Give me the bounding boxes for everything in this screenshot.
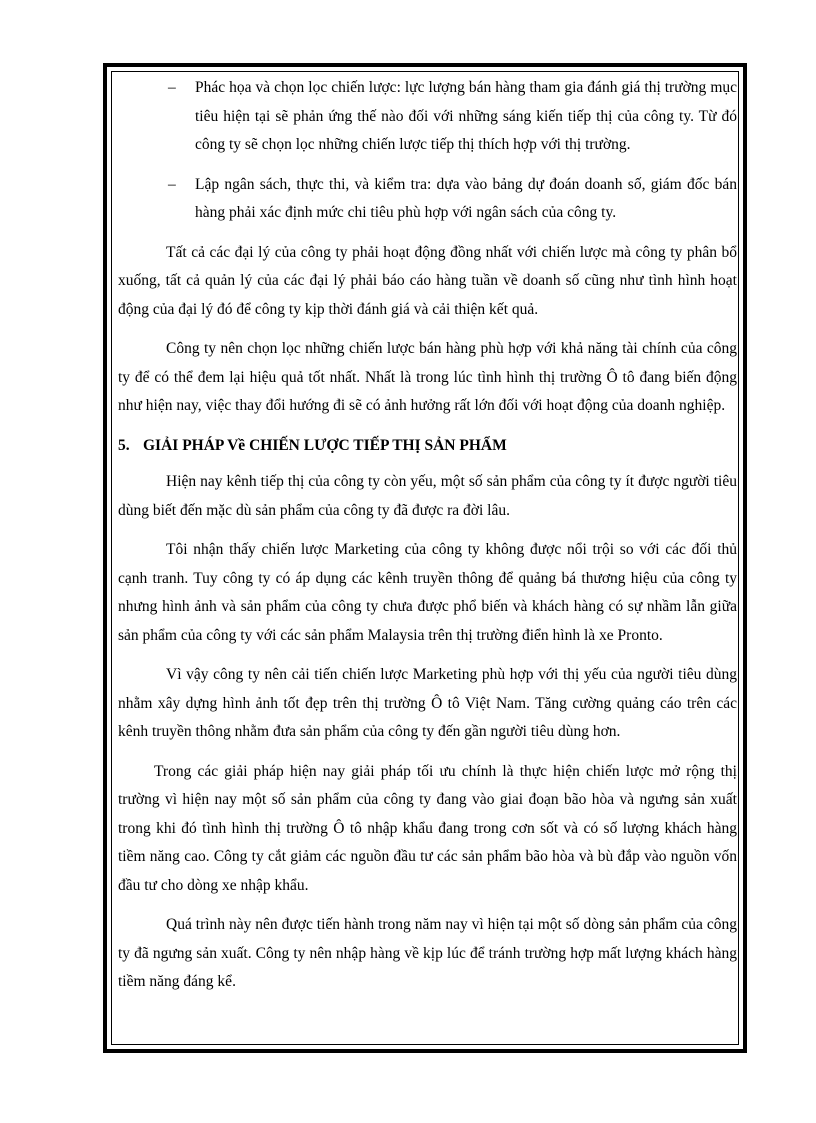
paragraph: Tôi nhận thấy chiến lược Marketing của công ty không được nổi trội so với các đối thủ cạnh tranh. Tuy công ty có áp dụng các kênh truyền thông để quảng bá thương hiệu của công ty nhưng hình ảnh và sản phẩm của công ty chưa được phổ biến và khách hàng có sự nhầm lẫn giữa sản phẩm của công ty với các sản phẩm Malaysia trên thị trường điển hình là xe Pronto. (118, 541, 737, 644)
paragraph: Hiện nay kênh tiếp thị của công ty còn yếu, một số sản phẩm của công ty ít được người tiêu dùng biết đến mặc dù sản phẩm của công ty đã được ra đời lâu. (118, 473, 737, 519)
bullet-item (118, 74, 737, 160)
paragraph: Vì vậy công ty nên cải tiến chiến lược Marketing phù hợp với thị yếu của người tiêu dùng nhằm xây dựng hình ảnh tốt đẹp trên thị trường Ô tô Việt Nam. Tăng cường quảng cáo trên các kênh truyền thông nhằm đưa sản phẩm của công ty đến gần người tiêu dùng hơn. (118, 666, 737, 740)
paragraph: Quá trình này nên được tiến hành trong năm nay vì hiện tại một số dòng sản phẩm của công ty đã ngưng sản xuất. Công ty nên nhập hàng về kịp lúc để tránh trường hợp mất lượng khách hàng tiềm năng đáng kể. (118, 916, 737, 990)
paragraph: Tất cả các đại lý của công ty phải hoạt động đồng nhất với chiến lược mà công ty phân bổ xuống, tất cả quản lý của các đại lý phải báo cáo hàng tuần về doanh số cũng như tình hình hoạt động của đại lý đó để công ty kịp thời đánh giá và cải thiện kết quả. (118, 243, 737, 318)
bullet-dash: – (168, 79, 176, 96)
bullet-text: Lập ngân sách, thực thi, và kiểm tra: dựa vào bảng dự đoán doanh số, giám đốc bán hàng phải xác định mức chi tiêu phù hợp với ngân sách của công ty. (195, 175, 737, 221)
section-title: GIẢI PHÁP Về CHIẾN LƯỢC TIẾP THỊ SẢN PHẨM (143, 436, 507, 454)
bullet-item (118, 171, 737, 228)
section-number: 5. (118, 436, 130, 454)
bullet-dash: – (168, 175, 176, 193)
paragraph: Công ty nên chọn lọc những chiến lược bán hàng phù hợp với khả năng tài chính của công ty để có thể đem lại hiệu quả tốt nhất. Nhất là trong lúc tình hình thị trường Ô tô đang biến động như hiện nay, việc thay đổi hướng đi sẽ có ảnh hưởng rất lớn đối với hoạt động của doanh nghiệp. (118, 340, 737, 414)
section-heading (118, 432, 737, 461)
document-body (118, 74, 737, 1008)
bullet-text: Phác họa và chọn lọc chiến lược: lực lượng bán hàng tham gia đánh giá thị trường mục tiêu hiện tại sẽ phản ứng thế nào đối với những sáng kiến tiếp thị của công ty. Từ đó công ty sẽ chọn lọc những chiến lược tiếp thị thích hợp với thị trường. (195, 79, 737, 153)
paragraph: Trong các giải pháp hiện nay giải pháp tối ưu chính là thực hiện chiến lược mở rộng thị trường vì hiện nay một số sản phẩm của công ty đang vào giai đoạn bão hòa và ngưng sản xuất trong khi đó tình hình thị trường Ô tô nhập khẩu đang trong cơn sốt và có số lượng khách hàng tiềm năng cao. Công ty cắt giảm các nguồn đầu tư các sản phẩm bão hòa và bù đắp vào nguồn vốn đầu tư cho dòng xe nhập khẩu. (118, 762, 737, 894)
